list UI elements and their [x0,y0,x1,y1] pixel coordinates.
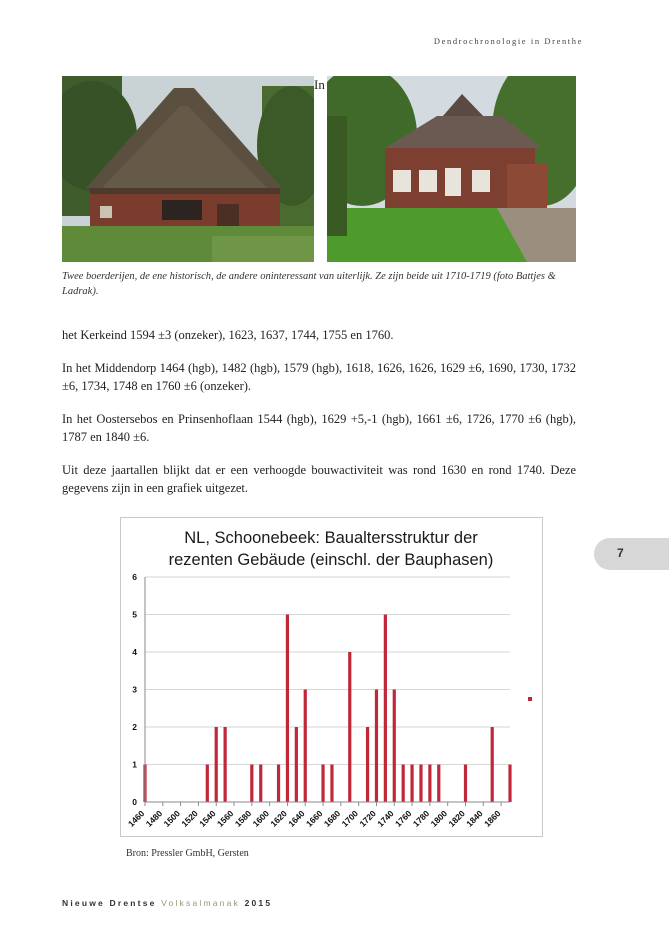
x-tick-label: 1480 [143,808,165,829]
page-number-tab [594,538,669,570]
x-tick-label: 1460 [125,808,147,829]
footer-part-3: 2015 [244,898,273,908]
x-tick-label: 1740 [375,808,396,829]
running-head: Dendrochronologie in Drenthe [433,36,583,46]
x-tick-label: 1840 [464,808,485,829]
x-tick-label: 1540 [197,808,218,829]
footer-part-2: Volksalmanak [161,898,240,908]
chart-bar [402,765,405,803]
x-tick-label: 1860 [482,808,503,829]
y-tick-label: 5 [132,609,137,620]
chart-bar [286,615,289,803]
y-tick-label: 2 [132,722,137,732]
chart-bar [437,765,440,803]
x-tick-label: 1580 [232,808,254,829]
page-number: 7 [617,546,624,560]
chart-bar [419,765,422,803]
x-tick-label: 1780 [410,808,432,829]
x-tick-label: 1620 [268,808,289,829]
chart-bar [375,690,378,803]
x-tick-label: 1560 [214,808,236,829]
chart-bar [393,690,396,803]
footer [62,898,272,908]
legend-marker [528,697,532,701]
chart-bar [428,765,431,803]
y-tick-label: 3 [132,684,137,695]
y-tick-label: 6 [132,572,137,582]
paragraph-middendorp: In het Middendorp 1464 (hgb), 1482 (hgb), 1579 (hgb), 1618, 1626, 1626, 1629 ±6, 1690, 1730, 1732 ±6, 1734, 1748 en 1760 ±6 (onzeker). [62,361,576,393]
chart-bar [206,765,209,803]
footer-part-1: Nieuwe Drentse [62,898,157,908]
x-tick-label: 1520 [179,808,200,829]
x-tick-label: 1700 [339,808,361,829]
chart-bar [508,765,511,803]
y-tick-label: 0 [132,797,137,807]
x-tick-label: 1760 [393,808,414,829]
chart-bar [250,765,253,803]
chart-source: Bron: Pressler GmbH, Gersten [126,848,249,859]
chart-bar [384,615,387,803]
x-tick-label: 1720 [357,808,378,829]
y-tick-label: 1 [132,759,137,770]
chart-bar [295,727,298,802]
stray-label: In [314,77,325,92]
chart-bar [224,727,227,802]
chart-bar [464,765,467,803]
x-tick-label: 1600 [250,808,272,829]
chart-bar [491,727,494,802]
chart-bar [215,727,218,802]
chart-bar [259,765,262,803]
paragraph-conclusion: Uit deze jaartallen blijkt dat er een verhoogde bouwactiviteit was rond 1630 en rond 1740. Deze gegevens zijn in een grafiek uitgezet. [62,463,576,495]
x-tick-label: 1820 [446,808,467,829]
chart-bar [410,765,413,803]
photo-caption: Twee boerderijen, de ene historisch, de andere oninteressant van uiterlijk. Ze zijn beide uit 1710-1719 (foto Battjes & Ladrak). [62,271,556,297]
x-tick-label: 1800 [428,808,450,829]
chart-bar [321,765,324,803]
paragraph-oostersebos: In het Oostersebos en Prinsenhoflaan 1544 (hgb), 1629 +5,-1 (hgb), 1661 ±6, 1726, 1770 ±6 (hgb), 1787 en 1840 ±6. [62,412,576,444]
chart-bar [348,652,351,802]
paragraph-kerkeind: het Kerkeind 1594 ±3 (onzeker), 1623, 1637, 1744, 1755 en 1760. [62,328,394,342]
x-tick-label: 1660 [304,808,325,829]
photo-brick-farmhouse [327,76,576,262]
x-tick-label: 1640 [286,808,307,829]
chart-bar [330,765,333,803]
chart-title-line-1: NL, Schoonebeek: Baualtersstruktur der [184,529,478,547]
y-tick-label: 4 [132,647,137,657]
chart-svg [120,517,543,837]
x-tick-label: 1680 [321,808,343,829]
photo-historical-farmhouse [62,76,314,262]
chart-bar [277,765,280,803]
chart-figure [120,517,543,837]
x-tick-label: 1500 [161,808,183,829]
chart-title-line-2: rezenten Gebäude (einschl. der Bauphasen) [168,551,494,569]
chart-bar [366,727,369,802]
chart-bar [304,690,307,803]
